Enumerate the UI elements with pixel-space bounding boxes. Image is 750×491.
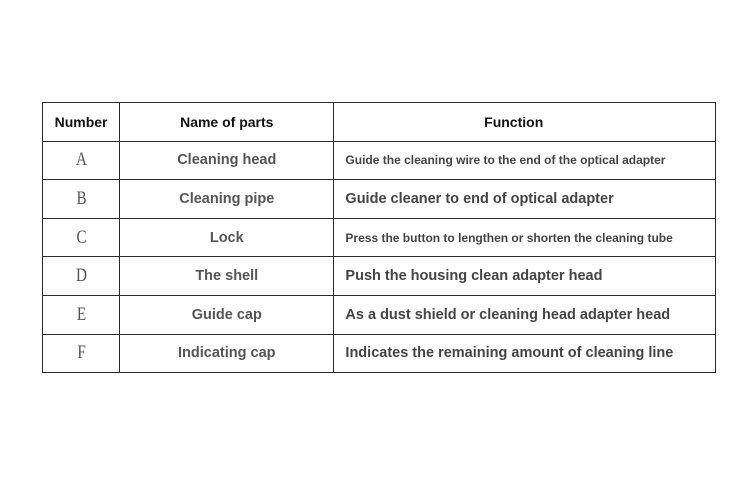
part-name: Lock bbox=[120, 218, 334, 257]
table-row bbox=[43, 218, 716, 257]
part-number: F bbox=[50, 334, 112, 373]
part-number: C bbox=[50, 218, 112, 257]
part-name: Guide cap bbox=[120, 295, 334, 334]
parts-table bbox=[42, 102, 716, 373]
header-row bbox=[43, 103, 716, 142]
part-number: B bbox=[50, 180, 112, 219]
part-name: Cleaning head bbox=[120, 141, 334, 180]
table-row bbox=[43, 141, 716, 180]
part-number: E bbox=[50, 295, 112, 334]
header-name-of-parts: Name of parts bbox=[120, 103, 334, 142]
table-row bbox=[43, 295, 716, 334]
part-number: D bbox=[50, 257, 112, 296]
table-row bbox=[43, 257, 716, 296]
part-name: Indicating cap bbox=[120, 334, 334, 373]
part-number: A bbox=[50, 141, 112, 180]
table-row bbox=[43, 334, 716, 373]
part-name: The shell bbox=[120, 257, 334, 296]
part-name: Cleaning pipe bbox=[120, 180, 334, 219]
part-function: Press the button to lengthen or shorten the cleaning tube bbox=[334, 218, 716, 257]
part-function: Guide cleaner to end of optical adapter bbox=[334, 180, 716, 219]
part-function: As a dust shield or cleaning head adapter head bbox=[334, 295, 716, 334]
header-function: Function bbox=[334, 103, 716, 142]
part-function: Guide the cleaning wire to the end of the optical adapter bbox=[334, 141, 716, 180]
table-row bbox=[43, 180, 716, 219]
header-number: Number bbox=[43, 103, 120, 142]
part-function: Push the housing clean adapter head bbox=[334, 257, 716, 296]
part-function: Indicates the remaining amount of cleaning line bbox=[334, 334, 716, 373]
